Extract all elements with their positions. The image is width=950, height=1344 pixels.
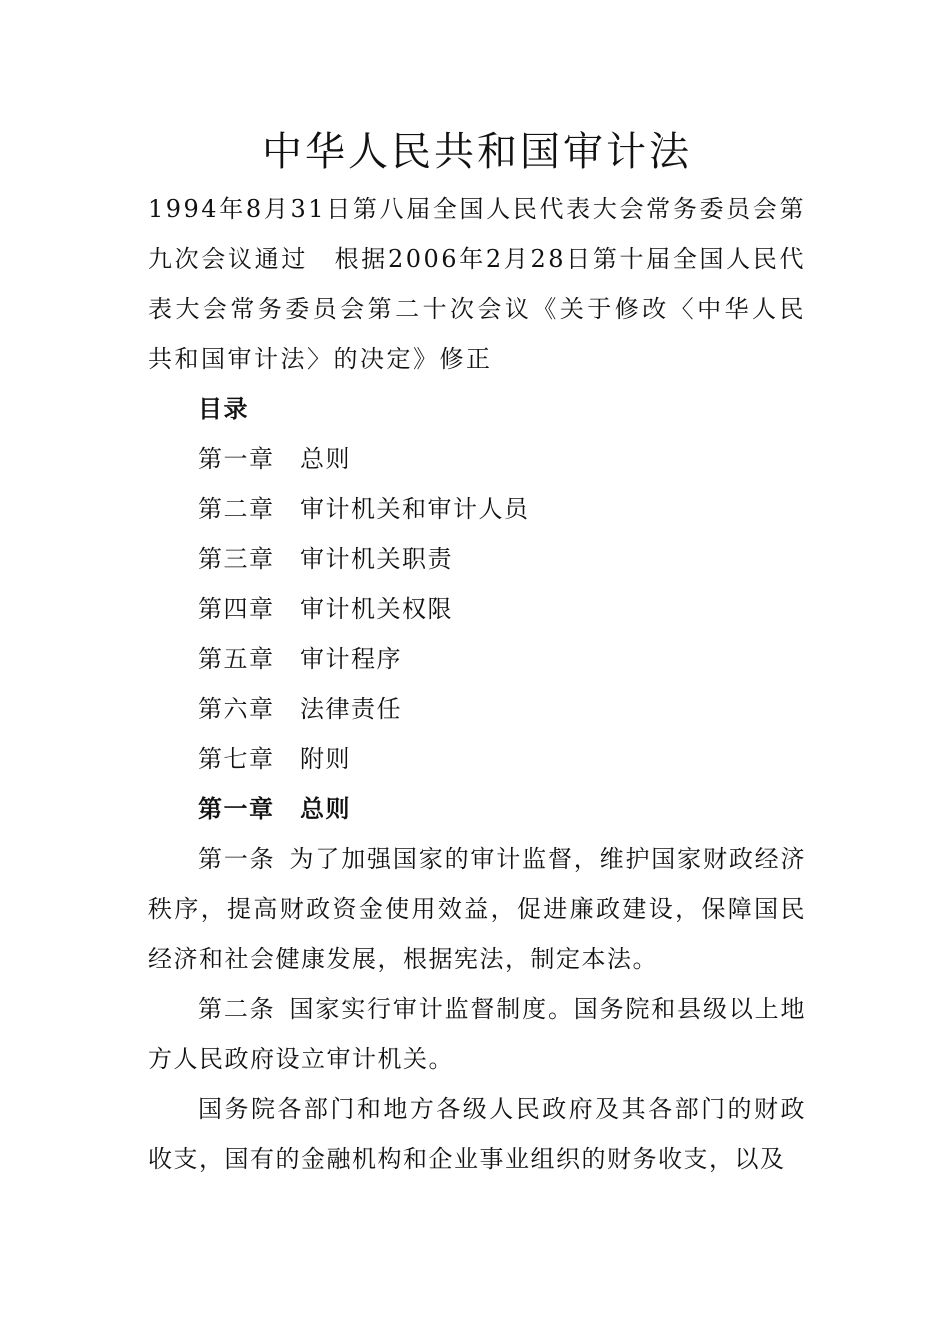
article-num: 第二条 — [198, 995, 276, 1023]
toc-item — [148, 434, 806, 484]
toc-heading: 目录 — [198, 394, 249, 423]
toc-item — [148, 534, 806, 584]
toc-item-title: 审计程序 — [300, 645, 402, 673]
article-num: 第一条 — [198, 845, 276, 873]
toc-item-num: 第六章 — [198, 695, 275, 723]
document-title: 中华人民共和国审计法 — [262, 129, 692, 175]
chapter-num: 第一章 — [198, 794, 275, 823]
body-paragraph: 国务院各部门和地方各级人民政府及其各部门的财政收支，国有的金融机构和企业事业组织的财务收支，以及 — [148, 1095, 806, 1173]
toc-item-title: 附则 — [300, 745, 351, 773]
toc-item-num: 第七章 — [198, 745, 275, 773]
toc-item — [148, 634, 806, 684]
toc-item — [148, 734, 806, 784]
article-text: 为了加强国家的审计监督，维护国家财政经济秩序，提高财政资金使用效益，促进廉政建设，保障国民经济和社会健康发展，根据宪法，制定本法。 — [148, 845, 807, 973]
toc-item-num: 第三章 — [198, 545, 275, 573]
toc-item-num: 第五章 — [198, 645, 275, 673]
chapter-title: 总则 — [300, 794, 351, 823]
toc-item-title: 审计机关权限 — [300, 595, 453, 623]
toc-item-title: 总则 — [300, 445, 351, 473]
article-paragraph — [148, 834, 806, 984]
document-subtitle: 1994年8月31日第八届全国人民代表大会常务委员会第九次会议通过 根据2006年2月28日第十届全国人民代表大会常务委员会第二十次会议《关于修改〈中华人民共和国审计法〉的决定》修正 — [148, 195, 806, 373]
toc-item — [148, 484, 806, 534]
toc-item-num: 第四章 — [198, 595, 275, 623]
article-text: 国家实行审计监督制度。国务院和县级以上地方人民政府设立审计机关。 — [148, 995, 807, 1073]
toc-item-title: 审计机关职责 — [300, 545, 453, 573]
toc-item — [148, 584, 806, 634]
toc-item-title: 法律责任 — [300, 695, 402, 723]
article-paragraph — [148, 984, 806, 1084]
toc-item-num: 第二章 — [198, 495, 275, 523]
toc-item-num: 第一章 — [198, 445, 275, 473]
document-page — [148, 120, 806, 1184]
toc-item-title: 审计机关和审计人员 — [300, 495, 530, 523]
chapter-heading — [148, 784, 806, 834]
toc-item — [148, 684, 806, 734]
